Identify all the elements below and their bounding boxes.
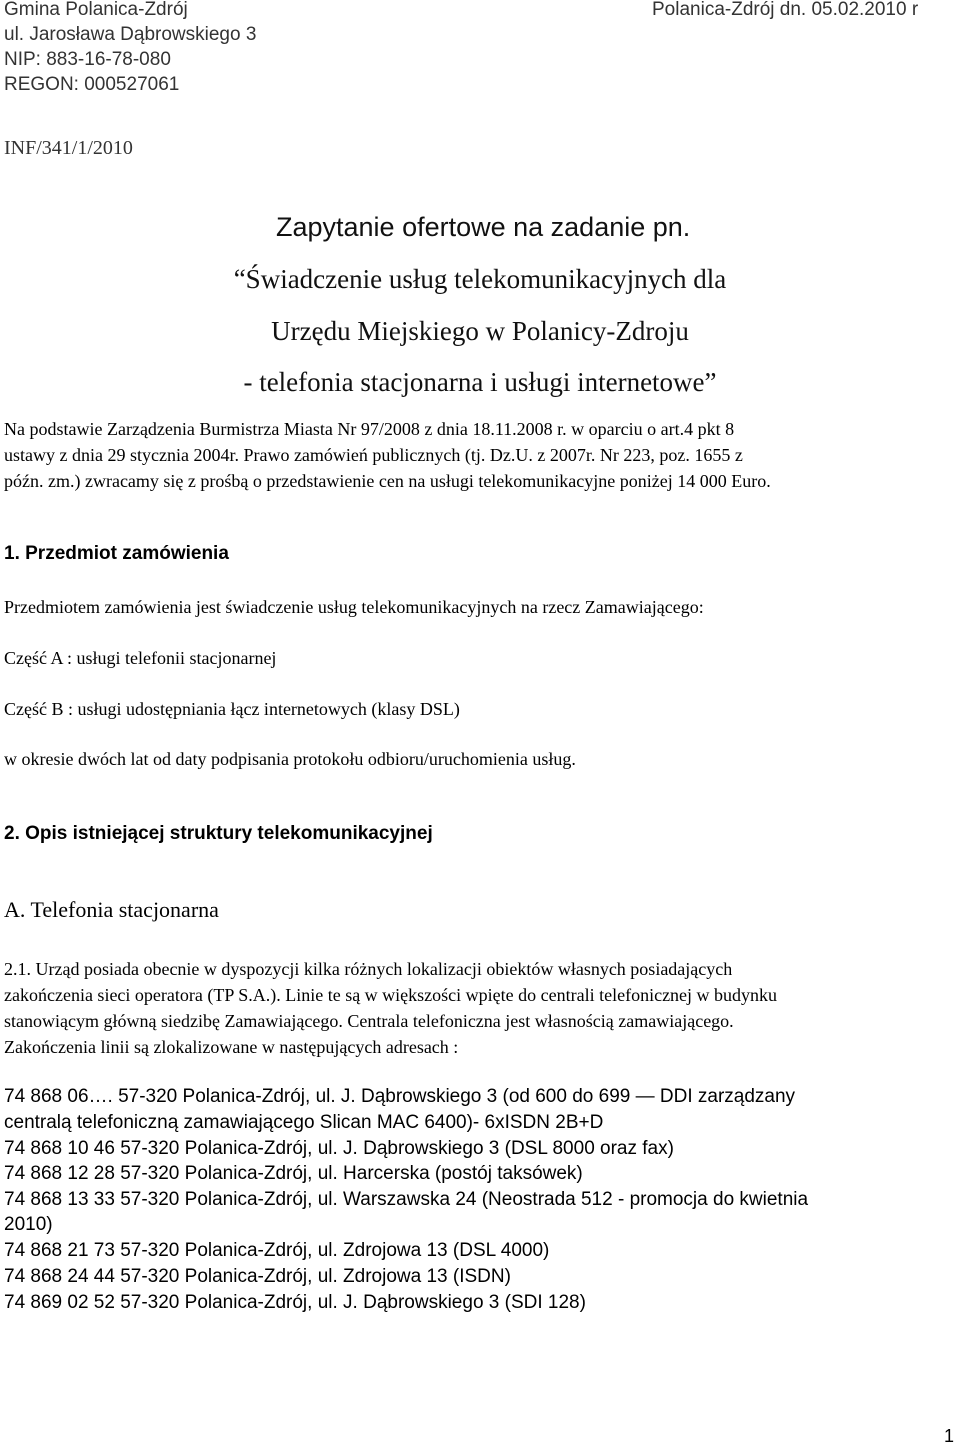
address-line: 74 869 02 52 57-320 Polanica-Zdrój, ul. J. Dąbrowskiego 3 (SDI 128)	[4, 1292, 586, 1313]
section-1-paragraph: Przedmiotem zamówienia jest świadczenie usług telekomunikacyjnych na rzecz Zamawiającego:	[4, 597, 704, 617]
title-line-2: “Świadczenie usług telekomunikacyjnych dla	[233, 264, 727, 294]
address-line: 74 868 10 46 57-320 Polanica-Zdrój, ul. J. Dąbrowskiego 3 (DSL 8000 oraz fax)	[4, 1138, 674, 1159]
part-a: Część A : usługi telefonii stacjonarnej	[4, 648, 277, 668]
page-number: 1	[944, 1426, 955, 1446]
para-line-4: Zakończenia linii są zlokalizowane w następujących adresach :	[4, 1037, 459, 1057]
issuer-regon: REGON: 000527061	[4, 74, 180, 95]
place-date: Polanica-Zdrój dn. 05.02.2010 r	[652, 0, 919, 20]
section-1-heading: 1. Przedmiot zamówienia	[4, 543, 229, 564]
issuer-name: Gmina Polanica-Zdrój	[4, 0, 188, 20]
part-b: Część B : usługi udostępniania łącz internetowych (klasy DSL)	[4, 699, 460, 719]
section-2-heading: 2. Opis istniejącej struktury telekomunikacyjnej	[4, 823, 433, 844]
para-line-1: 2.1. Urząd posiada obecnie w dyspozycji kilka różnych lokalizacji obiektów własnych posiadających	[4, 959, 733, 979]
subsection-a-heading: A. Telefonia stacjonarna	[4, 897, 219, 922]
intro-line-2: ustawy z dnia 29 stycznia 2004r. Prawo zamówień publicznych (tj. Dz.U. z 2007r. Nr 223, poz. 1655 z	[4, 445, 743, 465]
title-line-3: Urzędu Miejskiego w Polanicy-Zdroju	[271, 316, 689, 346]
issuer-nip: NIP: 883-16-78-080	[4, 49, 171, 70]
address-line: 74 868 06…. 57-320 Polanica-Zdrój, ul. J. Dąbrowskiego 3 (od 600 do 699 — DDI zarządzany	[4, 1086, 796, 1107]
title-line-1: Zapytanie ofertowe na zadanie pn.	[276, 212, 691, 242]
address-line: 74 868 21 73 57-320 Polanica-Zdrój, ul. Zdrojowa 13 (DSL 4000)	[4, 1240, 550, 1261]
address-line: 74 868 13 33 57-320 Polanica-Zdrój, ul. Warszawska 24 (Neostrada 512 - promocja do kwietnia	[4, 1189, 809, 1210]
address-line: 74 868 24 44 57-320 Polanica-Zdrój, ul. Zdrojowa 13 (ISDN)	[4, 1266, 511, 1287]
period-note: w okresie dwóch lat od daty podpisania protokołu odbioru/uruchomienia usług.	[4, 749, 576, 769]
para-line-2: zakończenia sieci operatora (TP S.A.). Linie te są w większości wpięte do centrali telefonicznej w budynku	[4, 985, 778, 1005]
address-line: 2010)	[4, 1214, 53, 1235]
reference-number: INF/341/1/2010	[4, 137, 133, 159]
title-line-4: - telefonia stacjonarna i usługi internetowe”	[243, 367, 717, 397]
para-line-3: stanowiącym główną siedzibę Zamawiającego. Centrala telefoniczna jest własnością zamawiającego.	[4, 1011, 734, 1031]
intro-line-1: Na podstawie Zarządzenia Burmistrza Miasta Nr 97/2008 z dnia 18.11.2008 r. w oparciu o art.4 pkt 8	[4, 419, 735, 439]
address-line: 74 868 12 28 57-320 Polanica-Zdrój, ul. Harcerska (postój taksówek)	[4, 1163, 583, 1184]
intro-line-3: późn. zm.) zwracamy się z prośbą o przedstawienie cen na usługi telekomunikacyjne poniżej 14 000 Euro.	[4, 471, 771, 491]
issuer-street: ul. Jarosława Dąbrowskiego 3	[4, 24, 257, 45]
address-line: centralą telefoniczną zamawiającego Slican MAC 6400)- 6xISDN 2B+D	[4, 1112, 604, 1133]
